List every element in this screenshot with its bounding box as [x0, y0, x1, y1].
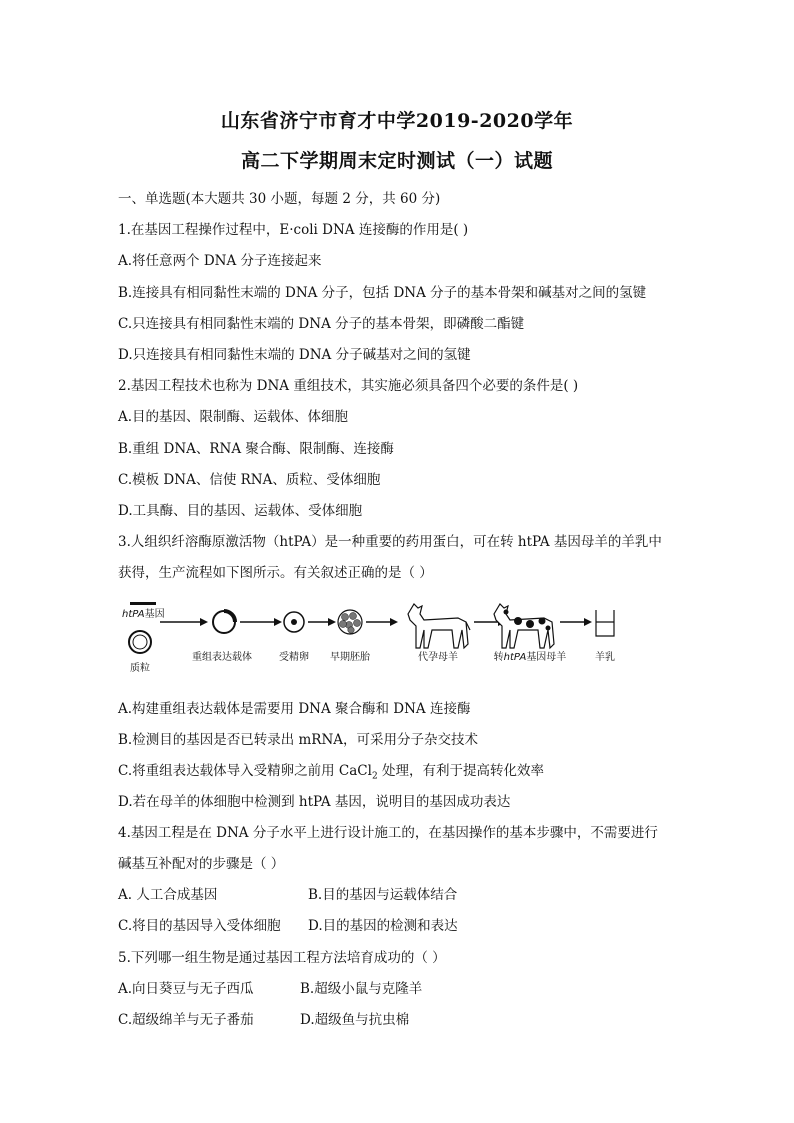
recombinant-vector-icon [213, 611, 235, 633]
arrow-icon [160, 618, 208, 626]
q4-option-b: B.目的基因与运载体结合 [308, 887, 458, 903]
plasmid-icon [129, 631, 151, 653]
q3-stem-line1: 3.人组织纤溶酶原激活物（htPA）是一种重要的药用蛋白，可在转 htPA 基因母羊的羊乳中 [118, 534, 662, 550]
q3-option-c [118, 759, 544, 782]
exam-title-line2: 高二下学期周末定时测试（一）试题 [240, 150, 553, 172]
q5-option-a: A.向日葵豆与无子西瓜 [118, 981, 254, 997]
early-embryo-label: 早期胚胎 [330, 652, 370, 663]
q5-option-d: D.超级鱼与抗虫棉 [300, 1012, 410, 1028]
beaker-icon [596, 610, 614, 636]
q4-option-d: D.目的基因的检测和表达 [308, 918, 458, 934]
q2-option-d: D.工具酶、目的基因、运载体、受体细胞 [118, 503, 363, 519]
gene-bar [130, 602, 156, 605]
q3-option-c-subscript: 2 [371, 771, 378, 782]
q4-stem-line2: 碱基互补配对的步骤是（ ） [118, 856, 285, 872]
transgenic-goat-icon [494, 604, 554, 648]
surrogate-goat-label: 代孕母羊 [418, 652, 458, 663]
q2-option-a: A.目的基因、限制酶、运载体、体细胞 [118, 409, 349, 425]
q3-option-a: A.构建重组表达载体是需要用 DNA 聚合酶和 DNA 连接酶 [118, 701, 471, 717]
q1-option-d: D.只连接具有相同黏性末端的 DNA 分子碱基对之间的氢键 [118, 347, 471, 363]
fertilized-egg-icon [284, 612, 304, 632]
q2-stem: 2.基因工程技术也称为 DNA 重组技术，其实施必须具备四个必要的条件是( ) [118, 378, 579, 394]
q3-option-b: B.检测目的基因是否已转录出 mRNA，可采用分子杂交技术 [118, 732, 479, 748]
early-embryo-icon [338, 610, 362, 634]
q4-stem-line1: 4.基因工程是在 DNA 分子水平上进行设计施工的，在基因操作的基本步骤中，不需要进行 [118, 825, 658, 841]
fertilized-egg-label: 受精卵 [279, 652, 309, 663]
arrow-icon [560, 618, 592, 626]
q1-option-a: A.将任意两个 DNA 分子连接起来 [118, 253, 322, 269]
q1-option-b: B.连接具有相同黏性末端的 DNA 分子，包括 DNA 分子的基本骨架和碱基对之间的氢键 [118, 285, 647, 301]
recombinant-vector-label: 重组表达载体 [192, 652, 252, 663]
arrow-icon [366, 618, 398, 626]
q3-option-d: D.若在母羊的体细胞中检测到 htPA 基因，说明目的基因成功表达 [118, 794, 511, 810]
arrow-icon [308, 618, 336, 626]
q3-option-c-text-end: 处理，有利于提高转化效率 [377, 763, 544, 779]
q5-stem: 5.下列哪一组生物是通过基因工程方法培育成功的（ ） [118, 950, 446, 966]
q3-option-c-text: C.将重组表达载体导入受精卵之前用 CaCl [118, 763, 372, 779]
q4-option-c: C.将目的基因导入受体细胞 [118, 918, 281, 934]
plasmid-label: 质粒 [130, 663, 150, 674]
surrogate-goat-icon [408, 604, 470, 648]
milk-label: 羊乳 [595, 652, 615, 663]
section-heading: 一、单选题(本大题共 30 小题，每题 2 分，共 60 分) [118, 191, 441, 207]
q5-option-c: C.超级绵羊与无子番茄 [118, 1012, 254, 1028]
q1-option-c: C.只连接具有相同黏性末端的 DNA 分子的基本骨架，即磷酸二酯键 [118, 316, 525, 332]
q2-option-c: C.模板 DNA、信使 RNA、质粒、受体细胞 [118, 472, 381, 488]
q3-stem-line2: 获得，生产流程如下图所示。有关叙述正确的是（ ） [118, 565, 433, 581]
transgenic-goat-label: 转htPA基因母羊 [493, 652, 567, 663]
exam-title-line1: 山东省济宁市育才中学2019-2020学年 [220, 110, 574, 132]
q1-stem: 1.在基因工程操作过程中，E·coli DNA 连接酶的作用是( ) [118, 222, 469, 238]
arrow-icon [240, 618, 282, 626]
q5-option-b: B.超级小鼠与克隆羊 [300, 981, 423, 997]
htpa-production-flow-diagram [118, 600, 678, 680]
gene-label: htPA基因 [122, 609, 165, 620]
q2-option-b: B.重组 DNA、RNA 聚合酶、限制酶、连接酶 [118, 441, 394, 457]
q4-option-a: A. 人工合成基因 [118, 887, 218, 903]
